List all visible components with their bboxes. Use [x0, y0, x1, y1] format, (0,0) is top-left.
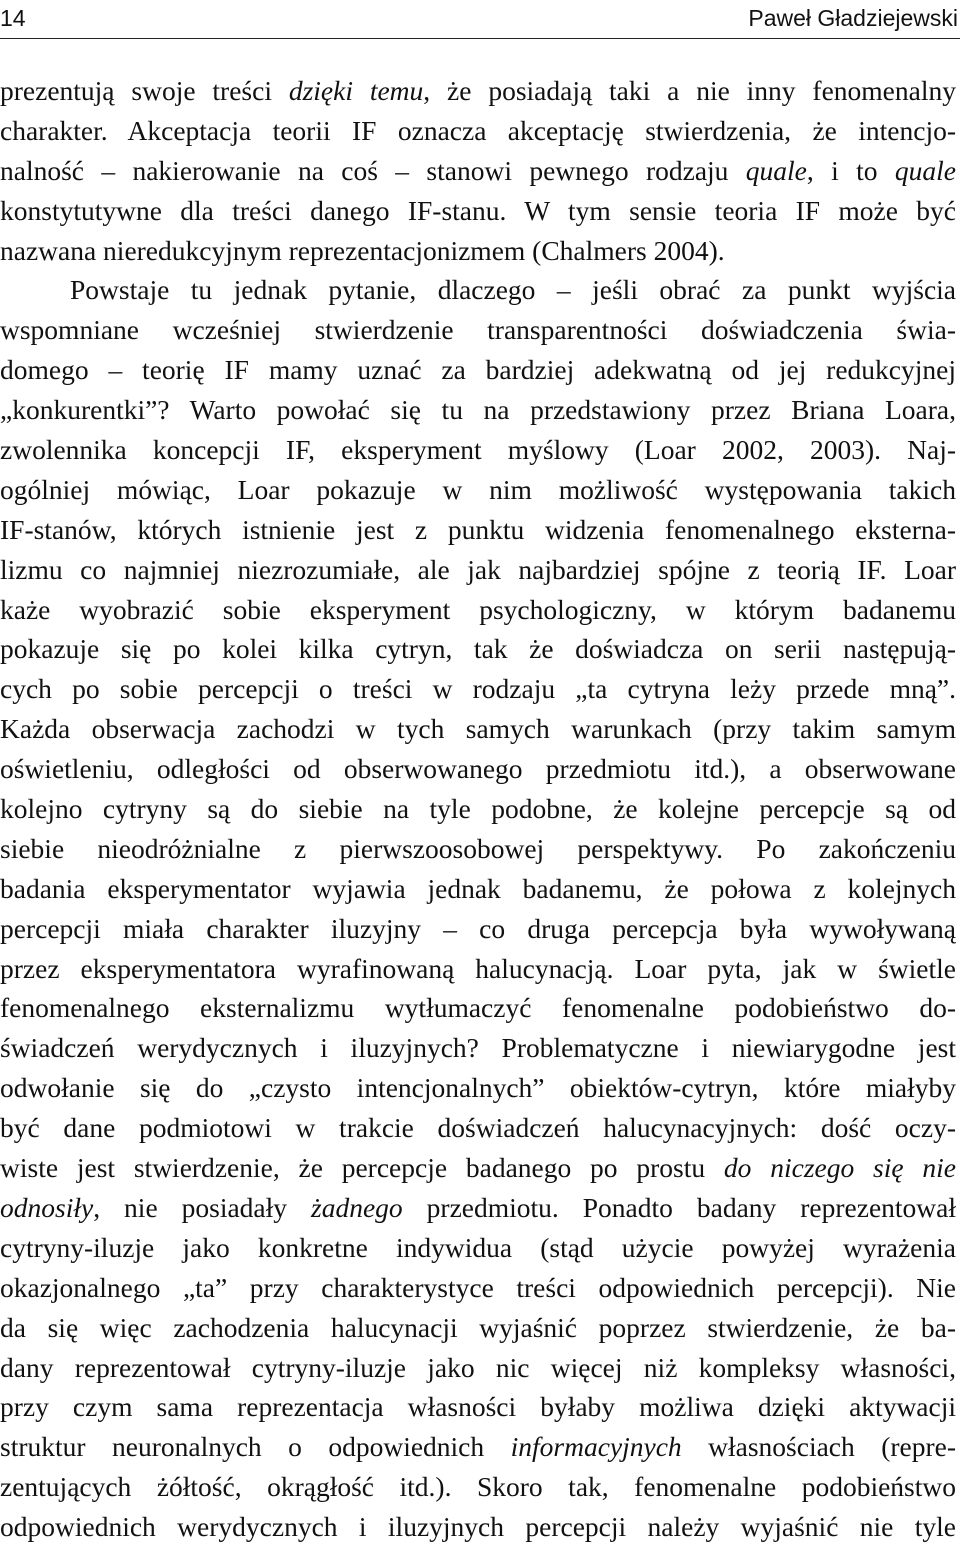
text-line — [0, 869, 956, 909]
italic-text: żadnego — [311, 1191, 403, 1223]
text-segment: odpowiednich werydycznych i iluzyjnych percepcji należy wyjaśnić nie tyle — [0, 1511, 956, 1543]
text-line — [0, 629, 956, 669]
text-line — [0, 988, 956, 1028]
text-segment: zentujących żółtość, okrągłość itd.). Skoro tak, fenomenalne podobieństwo — [0, 1471, 956, 1503]
text-line — [0, 1228, 956, 1268]
text-line — [0, 1507, 956, 1547]
italic-text: do niczego się nie — [723, 1152, 956, 1184]
running-author: Paweł Gładziejewski — [748, 5, 958, 31]
text-line — [0, 669, 956, 709]
text-line — [0, 430, 956, 470]
text-segment: wspomniane wcześniej stwierdzenie transparentności doświadczenia świa- — [0, 314, 956, 346]
text-segment: oświetleniu, odległości od obserwowanego przedmiotu itd.), a obserwowane — [0, 753, 956, 785]
text-segment: Powstaje tu jednak pytanie, dlaczego – jeśli obrać za punkt wyjścia — [70, 274, 956, 306]
text-line — [0, 191, 956, 231]
text-line — [0, 270, 956, 310]
text-segment: domego – teorię IF mamy uznać za bardziej adekwatną od jej redukcyjnej — [0, 354, 956, 386]
text-segment: okazjonalnego „ta” przy charakterystyce treści odpowiednich percepcji). Nie — [0, 1271, 956, 1303]
italic-text: odnosiły — [0, 1191, 94, 1223]
text-line — [0, 709, 956, 749]
text-line — [0, 350, 956, 390]
text-line — [0, 550, 956, 590]
text-line — [0, 1068, 956, 1108]
text-line — [0, 749, 956, 789]
text-line — [0, 909, 956, 949]
text-line — [0, 1148, 956, 1188]
text-line — [0, 390, 956, 430]
text-segment: dany reprezentował cytryny-iluzje jako nic więcej niż kompleksy własności, — [0, 1351, 956, 1383]
text-segment: być dane podmiotowi w trakcie doświadczeń halucynacyjnych: dość oczy- — [0, 1112, 956, 1144]
text-segment: ogólniej mówiąc, Loar pokazuje w nim możliwość występowania takich — [0, 473, 956, 505]
text-segment: nalność – nakierowanie na coś – stanowi pewnego rodzaju — [0, 154, 746, 186]
text-line — [0, 1188, 956, 1228]
text-segment: prezentują swoje treści — [0, 75, 289, 106]
text-line — [0, 510, 956, 550]
text-line — [0, 1028, 956, 1068]
italic-text: quale — [894, 154, 956, 186]
italic-text: quale — [745, 154, 807, 186]
text-line — [0, 151, 956, 191]
page-number: 14 — [0, 5, 26, 31]
text-segment: „konkurentki”? Warto powołać się tu na przedstawiony przez Briana Loara, — [0, 394, 956, 426]
text-segment: świadczeń werydycznych i iluzyjnych? Problematyczne i niewiarygodne jest — [0, 1032, 956, 1064]
text-segment: zwolennika koncepcji IF, eksperyment myślowy (Loar 2002, 2003). Naj- — [0, 434, 956, 466]
text-segment: Każda obserwacja zachodzi w tych samych warunkach (przy takim samym — [0, 713, 956, 745]
text-segment: pokazuje się po kolei kilka cytryn, tak że doświadcza on serii następują- — [0, 633, 956, 665]
text-segment: IF-stanów, których istnienie jest z punktu widzenia fenomenalnego eksterna- — [0, 513, 956, 545]
text-line — [0, 1427, 956, 1467]
text-line — [0, 789, 956, 829]
text-line — [0, 71, 956, 111]
text-segment: siebie nieodróżnialne z pierwszoosobowej perspektywy. Po zakończeniu — [0, 832, 956, 864]
text-line — [0, 1348, 956, 1388]
text-segment: , i to — [806, 154, 895, 186]
text-segment: wiste jest stwierdzenie, że percepcje badanego po prostu — [0, 1152, 724, 1184]
text-segment: fenomenalnego eksternalizmu wytłumaczyć fenomenalne podobieństwo do- — [0, 992, 956, 1024]
text-segment: cych po sobie percepcji o treści w rodzaju „ta cytryna leży przede mną”. — [0, 673, 956, 705]
text-segment: przez eksperymentatora wyrafinowaną halucynacją. Loar pyta, jak w świetle — [0, 952, 956, 984]
text-segment: przedmiotu. Ponadto badany reprezentował — [402, 1191, 956, 1223]
text-segment: struktur neuronalnych o odpowiednich — [0, 1431, 511, 1463]
text-line — [0, 231, 956, 271]
italic-text: informacyjnych — [510, 1431, 682, 1463]
text-line — [0, 590, 956, 630]
body-text — [0, 71, 956, 1547]
text-segment: , nie posiadały — [93, 1191, 312, 1223]
text-segment: każe wyobrazić sobie eksperyment psychologiczny, w którym badanemu — [0, 593, 956, 625]
text-segment: odwołanie się do „czysto intencjonalnych” obiektów-cytryn, które miałyby — [0, 1072, 956, 1104]
text-segment: percepcji miała charakter iluzyjny – co druga percepcja była wywoływaną — [0, 912, 956, 944]
text-line — [0, 1467, 956, 1507]
text-segment: charakter. Akceptacja teorii IF oznacza akceptację stwierdzenia, że intencjo- — [0, 114, 956, 146]
text-segment: , że posiadają taki a nie inny fenomenalny — [423, 75, 956, 106]
text-segment: lizmu co najmniej niezrozumiałe, ale jak najbardziej spójne z teorią IF. Loar — [0, 553, 956, 585]
text-line — [0, 1387, 956, 1427]
text-line — [0, 949, 956, 989]
text-segment: kolejno cytryny są do siebie na tyle podobne, że kolejne percepcje są od — [0, 793, 956, 825]
text-segment: badania eksperymentator wyjawia jednak badanemu, że połowa z kolejnych — [0, 872, 956, 904]
text-line — [0, 1108, 956, 1148]
text-line — [0, 1268, 956, 1308]
text-segment: konstytutywne dla treści danego IF-stanu. W tym sensie teoria IF może być — [0, 194, 956, 226]
text-line — [0, 470, 956, 510]
text-line — [0, 111, 956, 151]
text-segment: nazwana nieredukcyjnym reprezentacjonizmem (Chalmers 2004). — [0, 234, 725, 266]
running-header — [0, 2, 960, 39]
text-segment: własnościach (repre- — [681, 1431, 956, 1463]
italic-text: dzięki temu — [288, 75, 424, 106]
text-segment: przy czym sama reprezentacja własności byłaby możliwa dzięki aktywacji — [0, 1391, 956, 1423]
text-segment: da się więc zachodzenia halucynacji wyjaśnić poprzez stwierdzenie, że ba- — [0, 1311, 956, 1343]
text-line — [0, 829, 956, 869]
text-line — [0, 1308, 956, 1348]
text-segment: cytryny-iluzje jako konkretne indywidua (stąd użycie powyżej wyrażenia — [0, 1231, 956, 1263]
text-line — [0, 310, 956, 350]
